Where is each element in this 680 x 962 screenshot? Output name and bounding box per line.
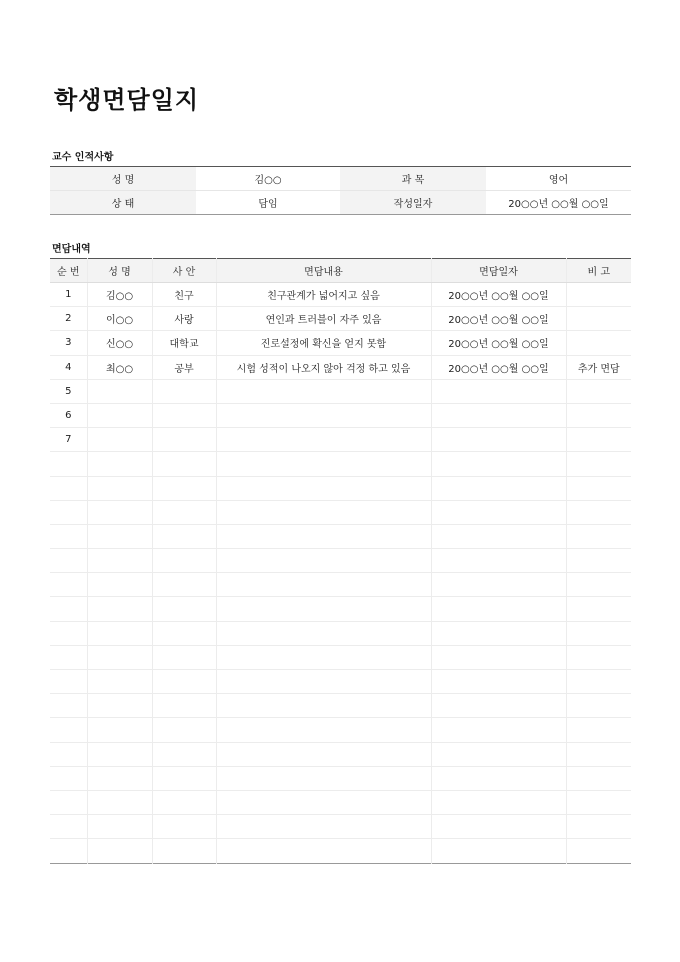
cell-issue — [152, 597, 216, 621]
professor-info-table — [50, 166, 631, 215]
table-row — [50, 452, 631, 476]
cell-remarks — [566, 839, 631, 863]
column-header: 성 명 — [87, 259, 152, 283]
cell-date — [431, 670, 566, 694]
cell-content — [216, 573, 431, 597]
cell-number — [50, 549, 87, 573]
cell-student-name: 이○○ — [87, 307, 152, 331]
cell-student-name — [87, 621, 152, 645]
cell-content — [216, 645, 431, 669]
cell-date: 20○○년 ○○월 ○○일 — [431, 283, 566, 307]
table-row — [50, 500, 631, 524]
cell-issue — [152, 766, 216, 790]
cell-remarks — [566, 476, 631, 500]
cell-remarks — [566, 331, 631, 355]
cell-number — [50, 790, 87, 814]
cell-remarks — [566, 307, 631, 331]
cell-number: 4 — [50, 355, 87, 379]
table-row — [50, 766, 631, 790]
table-row — [50, 307, 631, 331]
cell-student-name — [87, 524, 152, 548]
page-title: 학생면담일지 — [54, 86, 200, 114]
cell-issue — [152, 621, 216, 645]
cell-issue: 사랑 — [152, 307, 216, 331]
cell-content — [216, 428, 431, 452]
cell-student-name — [87, 670, 152, 694]
table-row — [50, 670, 631, 694]
cell-student-name: 김○○ — [87, 283, 152, 307]
cell-number — [50, 500, 87, 524]
cell-issue — [152, 500, 216, 524]
cell-date — [431, 645, 566, 669]
cell-number — [50, 597, 87, 621]
cell-remarks — [566, 549, 631, 573]
cell-date — [431, 766, 566, 790]
cell-content — [216, 766, 431, 790]
cell-date — [431, 839, 566, 863]
cell-number: 2 — [50, 307, 87, 331]
professor-section-label: 교수 인적사항 — [52, 152, 114, 163]
cell-student-name — [87, 549, 152, 573]
cell-content: 연인과 트러블이 자주 있음 — [216, 307, 431, 331]
cell-date — [431, 694, 566, 718]
cell-content — [216, 476, 431, 500]
field-label: 상 태 — [50, 191, 196, 215]
cell-number — [50, 766, 87, 790]
cell-issue — [152, 476, 216, 500]
cell-number: 5 — [50, 379, 87, 403]
cell-number — [50, 476, 87, 500]
cell-issue — [152, 815, 216, 839]
cell-number — [50, 718, 87, 742]
cell-remarks — [566, 500, 631, 524]
table-row — [50, 283, 631, 307]
cell-date — [431, 742, 566, 766]
cell-student-name — [87, 500, 152, 524]
cell-content — [216, 621, 431, 645]
field-label: 과 목 — [340, 167, 486, 191]
cell-number: 6 — [50, 403, 87, 427]
cell-remarks — [566, 670, 631, 694]
column-header: 비 고 — [566, 259, 631, 283]
field-value: 김○○ — [196, 167, 340, 191]
cell-content — [216, 839, 431, 863]
cell-content — [216, 718, 431, 742]
cell-issue — [152, 790, 216, 814]
cell-date: 20○○년 ○○월 ○○일 — [431, 355, 566, 379]
cell-content — [216, 500, 431, 524]
consultation-section-label: 면담내역 — [52, 244, 91, 255]
table-row — [50, 815, 631, 839]
cell-content — [216, 597, 431, 621]
cell-student-name — [87, 694, 152, 718]
table-row — [50, 379, 631, 403]
cell-date: 20○○년 ○○월 ○○일 — [431, 331, 566, 355]
cell-date — [431, 428, 566, 452]
cell-student-name — [87, 597, 152, 621]
cell-issue — [152, 839, 216, 863]
table-row — [50, 355, 631, 379]
table-row — [50, 718, 631, 742]
cell-content — [216, 694, 431, 718]
table-row — [50, 645, 631, 669]
cell-date — [431, 718, 566, 742]
cell-date — [431, 500, 566, 524]
cell-content — [216, 790, 431, 814]
field-value: 영어 — [486, 167, 631, 191]
cell-student-name — [87, 379, 152, 403]
cell-remarks — [566, 428, 631, 452]
cell-student-name — [87, 839, 152, 863]
cell-content — [216, 452, 431, 476]
cell-date — [431, 476, 566, 500]
cell-remarks: 추가 면담 — [566, 355, 631, 379]
table-header-row — [50, 259, 631, 283]
cell-student-name — [87, 815, 152, 839]
cell-issue: 대학교 — [152, 331, 216, 355]
table-row — [50, 476, 631, 500]
cell-date — [431, 621, 566, 645]
cell-number — [50, 670, 87, 694]
cell-student-name — [87, 403, 152, 427]
cell-remarks — [566, 524, 631, 548]
cell-number — [50, 621, 87, 645]
field-value: 담임 — [258, 199, 278, 210]
table-row — [50, 742, 631, 766]
cell-content — [216, 549, 431, 573]
cell-date — [431, 815, 566, 839]
table-row — [50, 597, 631, 621]
cell-date — [431, 790, 566, 814]
table-row — [50, 331, 631, 355]
cell-number — [50, 815, 87, 839]
cell-date — [431, 403, 566, 427]
column-header: 사 안 — [152, 259, 216, 283]
table-row — [50, 403, 631, 427]
cell-content: 시험 성적이 나오지 않아 걱정 하고 있음 — [216, 355, 431, 379]
cell-issue — [152, 742, 216, 766]
cell-content — [216, 379, 431, 403]
cell-number: 7 — [50, 428, 87, 452]
table-row — [50, 790, 631, 814]
cell-student-name — [87, 476, 152, 500]
table-row — [50, 621, 631, 645]
cell-number — [50, 742, 87, 766]
cell-content: 진로설정에 확신을 얻지 못함 — [216, 331, 431, 355]
table-row — [50, 573, 631, 597]
cell-number — [50, 524, 87, 548]
cell-remarks — [566, 645, 631, 669]
cell-content — [216, 403, 431, 427]
cell-remarks — [566, 621, 631, 645]
field-label: 작성일자 — [340, 191, 486, 215]
cell-date — [431, 379, 566, 403]
cell-remarks — [566, 379, 631, 403]
cell-issue — [152, 670, 216, 694]
cell-content — [216, 742, 431, 766]
cell-issue — [152, 452, 216, 476]
cell-student-name — [87, 742, 152, 766]
cell-issue — [152, 549, 216, 573]
cell-number — [50, 839, 87, 863]
table-row — [50, 524, 631, 548]
cell-student-name — [87, 452, 152, 476]
cell-content — [216, 670, 431, 694]
cell-number — [50, 645, 87, 669]
cell-remarks — [566, 403, 631, 427]
cell-date — [431, 573, 566, 597]
cell-issue: 친구 — [152, 283, 216, 307]
professor-info-row — [50, 167, 631, 191]
cell-date — [431, 549, 566, 573]
cell-date — [431, 597, 566, 621]
cell-remarks — [566, 694, 631, 718]
consultation-table — [50, 258, 631, 864]
cell-student-name — [87, 766, 152, 790]
table-row — [50, 839, 631, 863]
table-row — [50, 549, 631, 573]
cell-date — [431, 524, 566, 548]
cell-issue — [152, 524, 216, 548]
table-row — [50, 428, 631, 452]
cell-student-name — [87, 428, 152, 452]
cell-content: 친구관계가 넓어지고 싶음 — [216, 283, 431, 307]
cell-remarks — [566, 452, 631, 476]
cell-remarks — [566, 815, 631, 839]
cell-issue — [152, 379, 216, 403]
cell-number — [50, 694, 87, 718]
cell-issue — [152, 428, 216, 452]
cell-issue — [152, 403, 216, 427]
column-header: 면담일자 — [431, 259, 566, 283]
cell-issue — [152, 645, 216, 669]
cell-student-name — [87, 573, 152, 597]
cell-issue — [152, 718, 216, 742]
cell-issue: 공부 — [152, 355, 216, 379]
professor-info-row — [50, 191, 631, 215]
cell-number: 1 — [50, 283, 87, 307]
cell-issue — [152, 573, 216, 597]
cell-student-name — [87, 718, 152, 742]
cell-issue — [152, 694, 216, 718]
cell-remarks — [566, 742, 631, 766]
cell-remarks — [566, 790, 631, 814]
cell-remarks — [566, 573, 631, 597]
cell-student-name: 신○○ — [87, 331, 152, 355]
cell-remarks — [566, 283, 631, 307]
cell-date: 20○○년 ○○월 ○○일 — [431, 307, 566, 331]
cell-content — [216, 524, 431, 548]
cell-content — [216, 815, 431, 839]
cell-remarks — [566, 766, 631, 790]
cell-number: 3 — [50, 331, 87, 355]
cell-remarks — [566, 718, 631, 742]
field-label: 성 명 — [50, 167, 196, 191]
column-header: 면담내용 — [216, 259, 431, 283]
table-row — [50, 694, 631, 718]
cell-student-name — [87, 790, 152, 814]
column-header: 순 번 — [50, 259, 87, 283]
cell-student-name: 최○○ — [87, 355, 152, 379]
cell-date — [431, 452, 566, 476]
field-value: 20○○년 ○○월 ○○일 — [508, 199, 609, 210]
cell-number — [50, 573, 87, 597]
cell-student-name — [87, 645, 152, 669]
cell-remarks — [566, 597, 631, 621]
cell-number — [50, 452, 87, 476]
